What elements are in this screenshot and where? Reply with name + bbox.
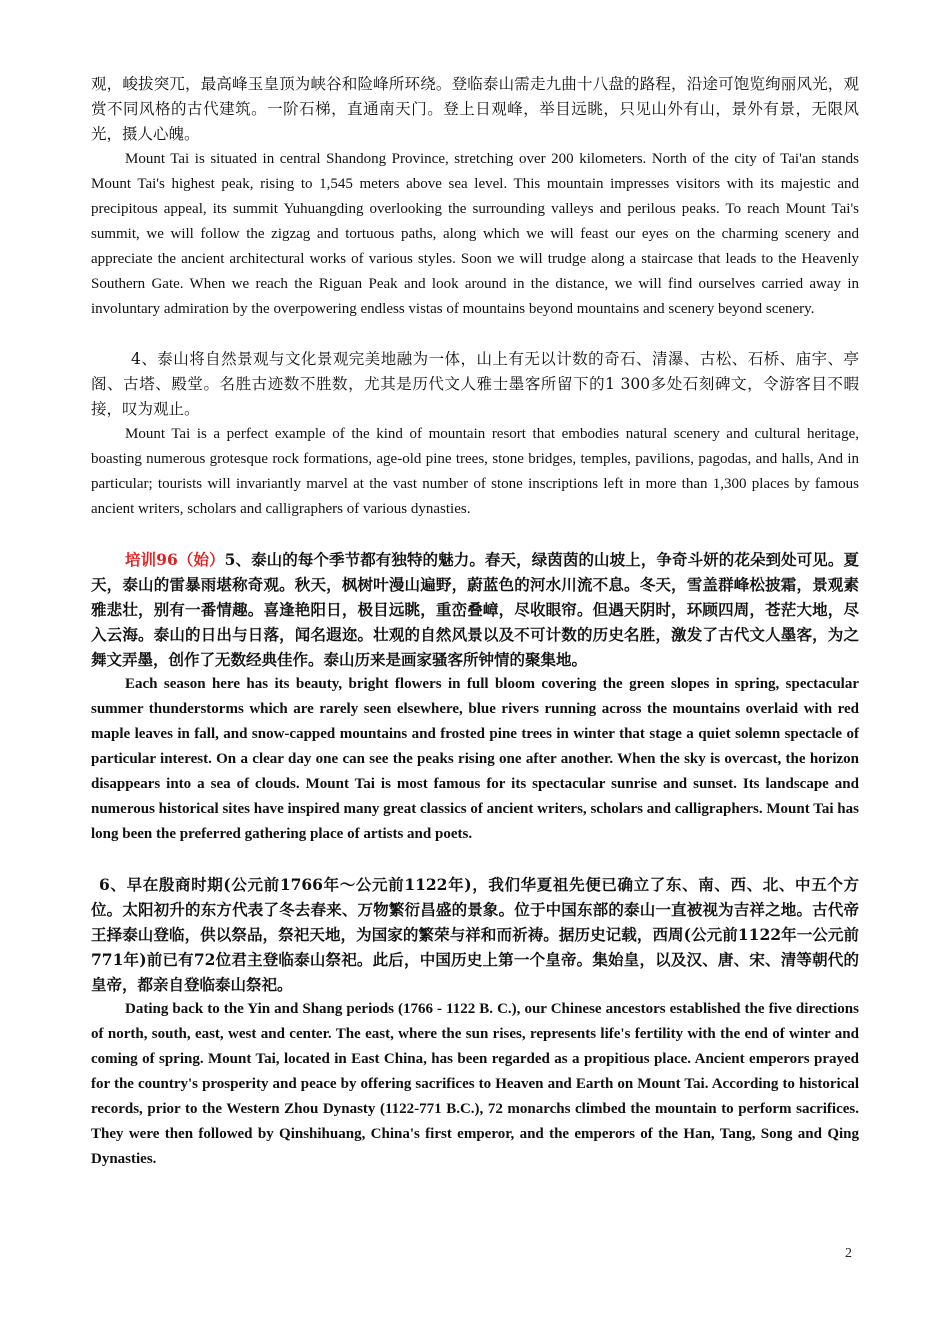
- section-5-chinese-text: 5、泰山的每个季节都有独特的魅力。春天，绿茵茵的山坡上，争奇斗妍的花朵到处可见。夏天，泰山的雷暴雨堪称奇观。秋天，枫树叶漫山遍野，蔚蓝色的河水川流不息。冬天，雪盖群峰松披霜，景观素雅悲壮，别有一番情趣。喜逢艳阳日，极目远眺，重峦叠嶂，尽收眼帘。但遇天阴时，环顾四周，苍茫大地，尽入云海。泰山的日出与日落，闻名遐迩。壮观的自然风景以及不可计数的历史名胜，激发了古代文人墨客，为之舞文弄墨，创作了无数经典佳作。泰山历来是画家骚客所钟情的聚集地。: [91, 550, 859, 669]
- page-content: [91, 72, 859, 1172]
- page-number: 2: [845, 1246, 852, 1261]
- section-3-english: Mount Tai is situated in central Shandong Province, stretching over 200 kilometers. North of the city of Tai'an stands Mount Tai's highest peak, rising to 1,545 meters above sea level. This mountain impresses visitors with its majestic and precipitous appeal, its summit Yuhuangding overlooking the surrounding valleys and perilous peaks. To reach Mount Tai's summit, we will follow the zigzag and tortuous paths, along which we will feast our eyes on the charming scenery and appreciate the ancient architectural works of various styles. Soon we will trudge along a staircase that leads to the Heavenly Southern Gate. When we reach the Riguan Peak and look around in the distance, we will find ourselves carried away in involuntary admiration by the overpowering endless vistas of mountains beyond mountains and scenery beyond scenery.: [91, 151, 859, 317]
- section-4-english: Mount Tai is a perfect example of the kind of mountain resort that embodies natural scenery and cultural heritage, boasting numerous grotesque rock formations, age-old pine trees, stone bridges, temples, pavilions, pagodas, and halls, And in particular; tourists will invariantly marvel at the vast number of stone inscriptions left in more than 1,300 places by famous ancient writers, scholars and calligraphers of various dynasties.: [91, 426, 859, 517]
- paragraph-gap: [91, 847, 859, 872]
- section-5-chinese: [91, 547, 859, 672]
- section-6-chinese: 6、早在殷商时期(公元前1766年～公元前1122年)，我们华夏祖先便已确立了东、南、西、北、中五个方位。太阳初升的东方代表了冬去春来、万物繁衍昌盛的景象。位于中国东部的泰山一直被视为吉祥之地。古代帝王择泰山登临，供以祭品，祭祀天地，为国家的繁荣与祥和而祈祷。据历史记载，西周(公元前1122年一公元前771年)前已有72位君主登临泰山祭祀。此后，中国历史上第一个皇帝。集始皇，以及汉、唐、宋、清等朝代的皇帝，都亲自登临泰山祭祀。: [91, 875, 859, 994]
- section-6-english: Dating back to the Yin and Shang periods (1766 - 1122 B. C.), our Chinese ancestors established the five directions of north, south, east, west and center. The east, where the sun rises, represents life's fertility with the end of winter and coming of spring. Mount Tai, located in East China, has been regarded as a propitious place. Ancient emperors prayed for the country's prosperity and peace by offering sacrifices to Heaven and Earth on Mount Tai. According to historical records, prior to the Western Zhou Dynasty (1122-771 B.C.), 72 monarchs climbed the mountain to perform sacrifices. They were then followed by Qinshihuang, China's first emperor, and the emperors of the Han, Tang, Song and Qing Dynasties.: [91, 1001, 859, 1167]
- paragraph-gap: [91, 522, 859, 547]
- section-4-chinese: 4、泰山将自然景观与文化景观完美地融为一体，山上有无以计数的奇石、清瀑、古松、石桥、庙宇、亭阁、古塔、殿堂。名胜古迹数不胜数，尤其是历代文人雅士墨客所留下的1 300多处石刻碑文，令游客目不暇接，叹为观止。: [91, 350, 859, 418]
- section-5-english: Each season here has its beauty, bright flowers in full bloom covering the green slopes in spring, spectacular summer thunderstorms which are rarely seen elsewhere, blue rivers running across the mountains overlaid with red maple leaves in fall, and snow-capped mountains and frosted pine trees in winter that stage a quiet solemn spectacle of particular interest. On a clear day one can see the peaks rising one after another. When the sky is overcast, the horizon disappears into a sea of clouds. Mount Tai is most famous for its spectacular sunrise and sunset. Its landscape and numerous historical sites have inspired many great classics of ancient writers, scholars and calligraphers. Mount Tai has long been the preferred gathering place of artists and poets.: [91, 676, 859, 842]
- section-3-chinese-continued: 观，峻拔突兀，最高峰玉皇顶为峡谷和险峰所环绕。登临泰山需走九曲十八盘的路程，沿途可饱览绚丽风光，观赏不同风格的古代建筑。一阶石梯，直通南天门。登上日观峰，举目远眺，只见山外有山，景外有景，无限风光，摄人心魄。: [91, 75, 859, 143]
- paragraph-gap: [91, 322, 859, 347]
- training-marker: 培训96（始）: [125, 550, 225, 569]
